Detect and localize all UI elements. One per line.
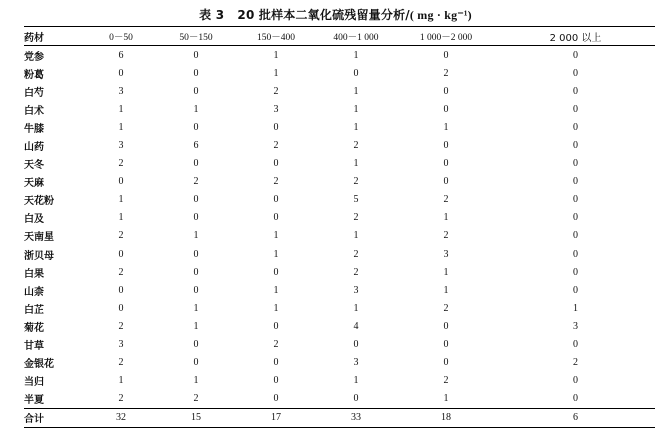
- total-value: 32: [116, 412, 126, 424]
- count-cell: 3: [118, 339, 124, 351]
- table-number: 表 3: [199, 8, 225, 22]
- count-cell: 1: [273, 230, 279, 242]
- count-cell: 0: [193, 49, 199, 61]
- count-cell: 2: [353, 176, 359, 188]
- count-cell: 1: [353, 230, 359, 242]
- count-cell: 2: [118, 266, 124, 278]
- count-cell: 2: [118, 230, 124, 242]
- count-cell: 1: [443, 266, 449, 278]
- count-cell: 6: [118, 49, 124, 61]
- count-cell: 5: [353, 194, 359, 206]
- count-cell: 2: [193, 393, 199, 405]
- count-cell: 1: [118, 194, 124, 206]
- table-row: [24, 317, 655, 335]
- total-value: 33: [351, 412, 361, 424]
- count-cell: 0: [443, 357, 449, 369]
- count-cell: 0: [273, 266, 279, 278]
- count-cell: 0: [273, 375, 279, 387]
- count-cell: 0: [273, 357, 279, 369]
- count-cell: 1: [353, 158, 359, 170]
- count-cell: 1: [443, 284, 449, 296]
- count-cell: 1: [118, 212, 124, 224]
- total-row: [24, 408, 655, 427]
- herb-name: 白果: [24, 268, 44, 280]
- herb-name: 白芍: [24, 87, 44, 99]
- table-unit: ( mg · kg⁻¹): [409, 8, 472, 22]
- table-row: [24, 372, 655, 390]
- header-range-1000-2000: 1 000－2 000: [419, 33, 473, 43]
- count-cell: 0: [443, 49, 449, 61]
- count-cell: 1: [443, 212, 449, 224]
- count-cell: 0: [573, 212, 578, 224]
- count-cell: 1: [118, 121, 124, 133]
- count-cell: 0: [193, 357, 199, 369]
- header-range-150-400: 150－400: [256, 33, 295, 43]
- count-cell: 2: [118, 393, 124, 405]
- count-cell: 0: [443, 85, 449, 97]
- count-cell: 0: [193, 284, 199, 296]
- total-value: 15: [191, 412, 201, 424]
- total-value: 6: [573, 412, 578, 424]
- count-cell: 0: [193, 248, 199, 260]
- count-cell: 1: [273, 302, 279, 314]
- count-cell: 0: [573, 49, 578, 61]
- count-cell: 0: [118, 302, 124, 314]
- count-cell: 2: [443, 67, 449, 79]
- table-row: [24, 390, 655, 409]
- count-cell: 2: [353, 140, 359, 152]
- count-cell: 0: [273, 393, 279, 405]
- header-range-400-1000: 400－1 000: [333, 33, 379, 43]
- table-caption: [0, 6, 671, 23]
- count-cell: 0: [573, 176, 578, 188]
- count-cell: 0: [193, 67, 199, 79]
- table-row: [24, 263, 655, 281]
- count-cell: 2: [118, 357, 124, 369]
- count-cell: 1: [193, 302, 199, 314]
- count-cell: 0: [353, 67, 359, 79]
- count-cell: 0: [573, 158, 578, 170]
- count-cell: 3: [353, 357, 359, 369]
- table-row: [24, 209, 655, 227]
- herb-name: 白及: [24, 214, 44, 226]
- count-cell: 0: [573, 194, 578, 206]
- table-row: [24, 100, 655, 118]
- count-cell: 0: [273, 212, 279, 224]
- herb-name: 党参: [24, 51, 44, 63]
- count-cell: 0: [573, 339, 578, 351]
- count-cell: 0: [573, 393, 578, 405]
- table-row: [24, 245, 655, 263]
- count-cell: 4: [353, 320, 359, 332]
- count-cell: 1: [193, 230, 199, 242]
- herb-name: 天麻: [24, 178, 44, 190]
- count-cell: 1: [118, 375, 124, 387]
- count-cell: 1: [273, 49, 279, 61]
- count-cell: 0: [573, 103, 578, 115]
- count-cell: 3: [573, 320, 578, 332]
- header-herb: 药材: [24, 32, 44, 44]
- table-row: [24, 82, 655, 100]
- herb-name: 当归: [24, 377, 44, 389]
- count-cell: 1: [273, 67, 279, 79]
- count-cell: 0: [193, 158, 199, 170]
- count-cell: 2: [573, 357, 578, 369]
- count-cell: 3: [118, 85, 124, 97]
- count-cell: 0: [273, 320, 279, 332]
- count-cell: 0: [443, 158, 449, 170]
- herb-name: 菊花: [24, 322, 44, 334]
- count-cell: 1: [353, 85, 359, 97]
- count-cell: 0: [193, 194, 199, 206]
- table-title: 20 批样本二氧化硫残留量分析/: [237, 8, 410, 22]
- count-cell: 0: [573, 248, 578, 260]
- count-cell: 0: [118, 67, 124, 79]
- count-cell: 2: [353, 212, 359, 224]
- count-cell: 2: [273, 85, 279, 97]
- count-cell: 2: [443, 375, 449, 387]
- count-cell: 2: [353, 266, 359, 278]
- herb-name: 浙贝母: [24, 250, 54, 262]
- count-cell: 1: [353, 302, 359, 314]
- count-cell: 3: [353, 284, 359, 296]
- count-cell: 2: [193, 176, 199, 188]
- count-cell: 0: [273, 121, 279, 133]
- count-cell: 2: [273, 339, 279, 351]
- count-cell: 1: [443, 393, 449, 405]
- count-cell: 0: [193, 339, 199, 351]
- table-row: [24, 118, 655, 136]
- herb-name: 半夏: [24, 395, 44, 407]
- count-cell: 1: [353, 103, 359, 115]
- table-body: [24, 46, 655, 428]
- count-cell: 0: [573, 85, 578, 97]
- count-cell: 0: [573, 284, 578, 296]
- count-cell: 1: [193, 103, 199, 115]
- count-cell: 0: [573, 140, 578, 152]
- table-row: [24, 155, 655, 173]
- count-cell: 1: [573, 302, 578, 314]
- count-cell: 2: [273, 176, 279, 188]
- table-row: [24, 191, 655, 209]
- count-cell: 3: [273, 103, 279, 115]
- herb-name: 天南星: [24, 232, 54, 244]
- header-range-2000-plus: 2 000 以上: [549, 32, 602, 44]
- count-cell: 1: [273, 284, 279, 296]
- count-cell: 0: [443, 176, 449, 188]
- count-cell: 6: [193, 140, 199, 152]
- table-row: [24, 227, 655, 245]
- table-row: [24, 299, 655, 317]
- count-cell: 0: [273, 194, 279, 206]
- count-cell: 1: [353, 49, 359, 61]
- header-range-50-150: 50－150: [179, 33, 213, 43]
- count-cell: 0: [443, 140, 449, 152]
- table-row: [24, 173, 655, 191]
- count-cell: 0: [273, 158, 279, 170]
- herb-name: 甘草: [24, 341, 44, 353]
- count-cell: 0: [573, 266, 578, 278]
- total-label: 合计: [24, 414, 44, 426]
- count-cell: 0: [573, 230, 578, 242]
- count-cell: 2: [273, 140, 279, 152]
- total-value: 17: [271, 412, 281, 424]
- count-cell: 0: [353, 339, 359, 351]
- header-row: [24, 27, 655, 46]
- count-cell: 1: [118, 103, 124, 115]
- herb-name: 山药: [24, 142, 44, 154]
- herb-name: 天花粉: [24, 196, 54, 208]
- table-row: [24, 281, 655, 299]
- table-row: [24, 136, 655, 154]
- herb-name: 白术: [24, 105, 44, 117]
- count-cell: 0: [193, 121, 199, 133]
- count-cell: 2: [443, 194, 449, 206]
- count-cell: 0: [118, 176, 124, 188]
- count-cell: 2: [443, 230, 449, 242]
- sulfur-dioxide-table: [24, 26, 655, 428]
- table-row: [24, 354, 655, 372]
- count-cell: 2: [118, 320, 124, 332]
- count-cell: 3: [118, 140, 124, 152]
- table-row: [24, 64, 655, 82]
- herb-name: 白芷: [24, 304, 44, 316]
- count-cell: 0: [573, 375, 578, 387]
- count-cell: 0: [193, 266, 199, 278]
- count-cell: 2: [443, 302, 449, 314]
- count-cell: 0: [443, 339, 449, 351]
- count-cell: 0: [573, 121, 578, 133]
- count-cell: 1: [353, 375, 359, 387]
- count-cell: 0: [353, 393, 359, 405]
- table-row: [24, 46, 655, 65]
- herb-name: 牛膝: [24, 123, 44, 135]
- count-cell: 0: [573, 67, 578, 79]
- count-cell: 1: [353, 121, 359, 133]
- table-header: [24, 27, 655, 46]
- count-cell: 2: [353, 248, 359, 260]
- herb-name: 山柰: [24, 286, 44, 298]
- count-cell: 1: [273, 248, 279, 260]
- header-range-0-50: 0－50: [109, 33, 133, 43]
- herb-name: 金银花: [24, 359, 54, 371]
- count-cell: 1: [193, 320, 199, 332]
- count-cell: 1: [443, 121, 449, 133]
- herb-name: 粉葛: [24, 69, 44, 81]
- count-cell: 0: [443, 320, 449, 332]
- count-cell: 2: [118, 158, 124, 170]
- total-value: 18: [441, 412, 451, 424]
- count-cell: 3: [443, 248, 449, 260]
- count-cell: 0: [193, 85, 199, 97]
- table-row: [24, 336, 655, 354]
- count-cell: 1: [193, 375, 199, 387]
- count-cell: 0: [118, 284, 124, 296]
- count-cell: 0: [118, 248, 124, 260]
- herb-name: 天冬: [24, 160, 44, 172]
- count-cell: 0: [443, 103, 449, 115]
- count-cell: 0: [193, 212, 199, 224]
